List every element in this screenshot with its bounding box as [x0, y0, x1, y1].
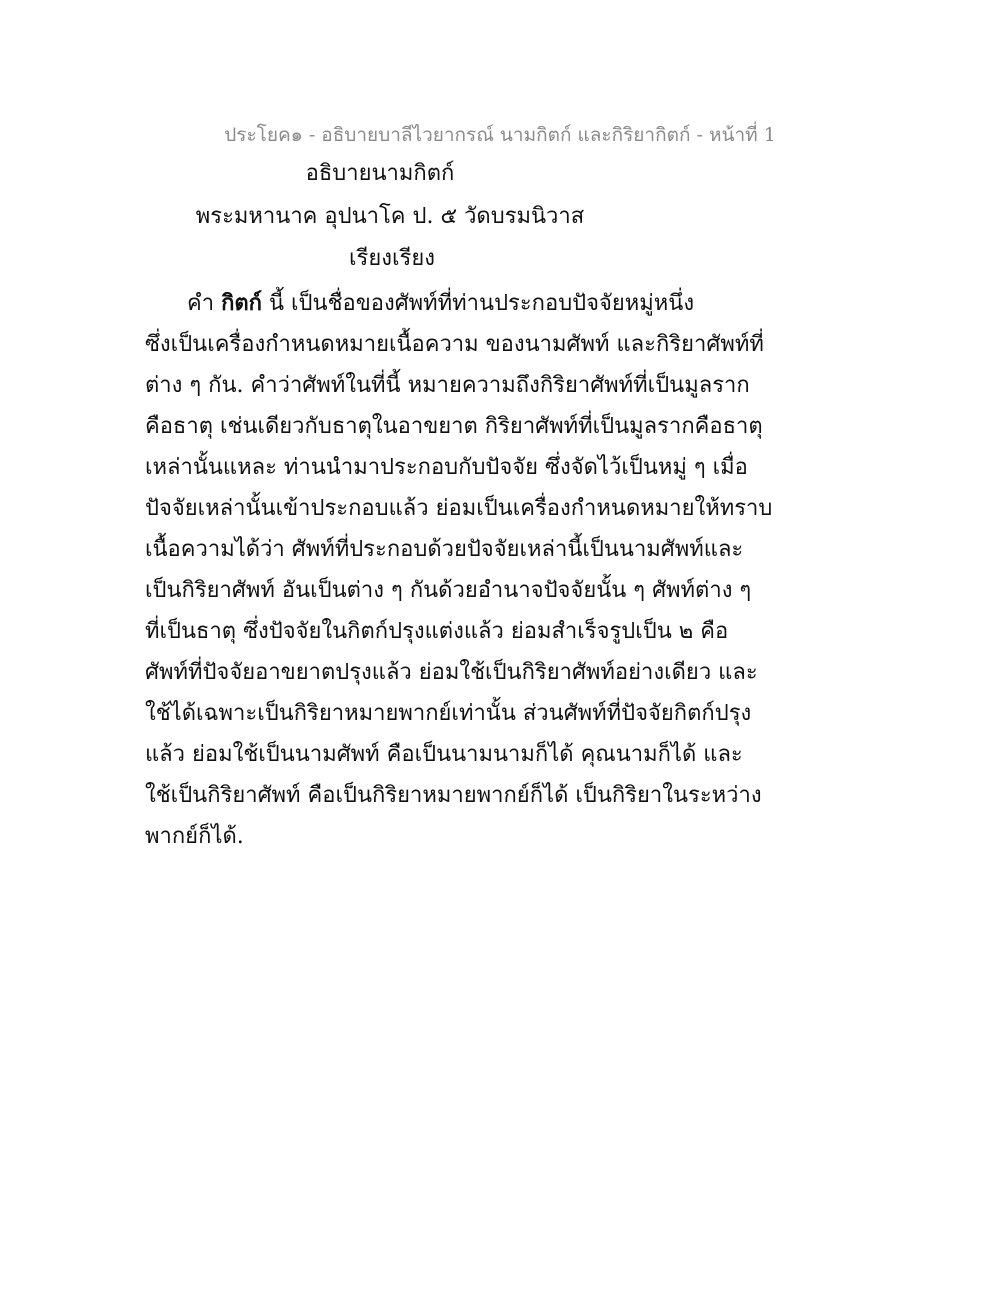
body-paragraph — [145, 283, 773, 857]
paragraph-line: แล้ว ย่อมใช้เป็นนามศัพท์ คือเป็นนามนามก็ได้ คุณนามก็ได้ และ — [145, 742, 743, 767]
running-header — [0, 120, 1000, 150]
first-line-prefix: คำ — [187, 291, 222, 316]
paragraph-line: พากย์ก็ได้. — [145, 824, 244, 849]
paragraph-line: ปัจจัยเหล่านั้นเข้าประกอบแล้ว ย่อมเป็นเครื่องกำหนดหมายให้ทราบ — [145, 496, 773, 521]
paragraph-line: ใช้ได้เฉพาะเป็นกิริยาหมายพากย์เท่านั้น ส่วนศัพท์ที่ปัจจัยกิตก์ปรุง — [145, 701, 752, 726]
paragraph-line: เป็นกิริยาศัพท์ อันเป็นต่าง ๆ กันด้วยอำนาจปัจจัยนั้น ๆ ศัพท์ต่าง ๆ — [145, 578, 752, 603]
document-author: พระมหานาค อุปนาโค ป. ๕ วัดบรมนิวาส — [195, 204, 585, 229]
paragraph-line: เหล่านั้นแหละ ท่านนำมาประกอบกับปัจจัย ซึ่งจัดไว้เป็นหมู่ ๆ เมื่อ — [145, 455, 748, 480]
paragraph-line: ต่าง ๆ กัน. คำว่าศัพท์ในที่นี้ หมายความถึงกิริยาศัพท์ที่เป็นมูลราก — [145, 373, 750, 398]
paragraph-line: เนื้อความได้ว่า ศัพท์ที่ประกอบด้วยปัจจัยเหล่านี้เป็นนามศัพท์และ — [145, 537, 744, 562]
paragraph-line: ใช้เป็นกิริยาศัพท์ คือเป็นกิริยาหมายพากย์ก็ได้ เป็นกิริยาในระหว่าง — [145, 783, 762, 808]
paragraph-line: ศัพท์ที่ปัจจัยอาขยาตปรุงแล้ว ย่อมใช้เป็นกิริยาศัพท์อย่างเดียว และ — [145, 660, 758, 685]
document-title: อธิบายนามกิตก์ — [305, 161, 455, 186]
term-kitaka: กิตก์ — [221, 290, 263, 316]
paragraph-line: ที่เป็นธาตุ ซึ่งปัจจัยในกิตก์ปรุงแต่งแล้ว ย่อมสำเร็จรูปเป็น ๒ คือ — [145, 619, 729, 644]
first-line-rest: นี้ เป็นชื่อของศัพท์ที่ท่านประกอบปัจจัยหมู่หนึ่ง — [262, 291, 695, 316]
paragraph-line: ซึ่งเป็นเครื่องกำหนดหมายเนื้อความ ของนามศัพท์ และกิริยาศัพท์ที่ — [145, 332, 764, 357]
compiled-label: เรียงเรียง — [349, 246, 435, 271]
running-header-text: ประโยค๑ - อธิบายบาลีไวยากรณ์ นามกิตก์ และกิริยากิตก์ - หน้าที่ 1 — [224, 124, 776, 146]
paragraph-line: คือธาตุ เช่นเดียวกับธาตุในอาขยาต กิริยาศัพท์ที่เป็นมูลรากคือธาตุ — [145, 414, 763, 439]
paragraph-first-line — [145, 283, 695, 324]
